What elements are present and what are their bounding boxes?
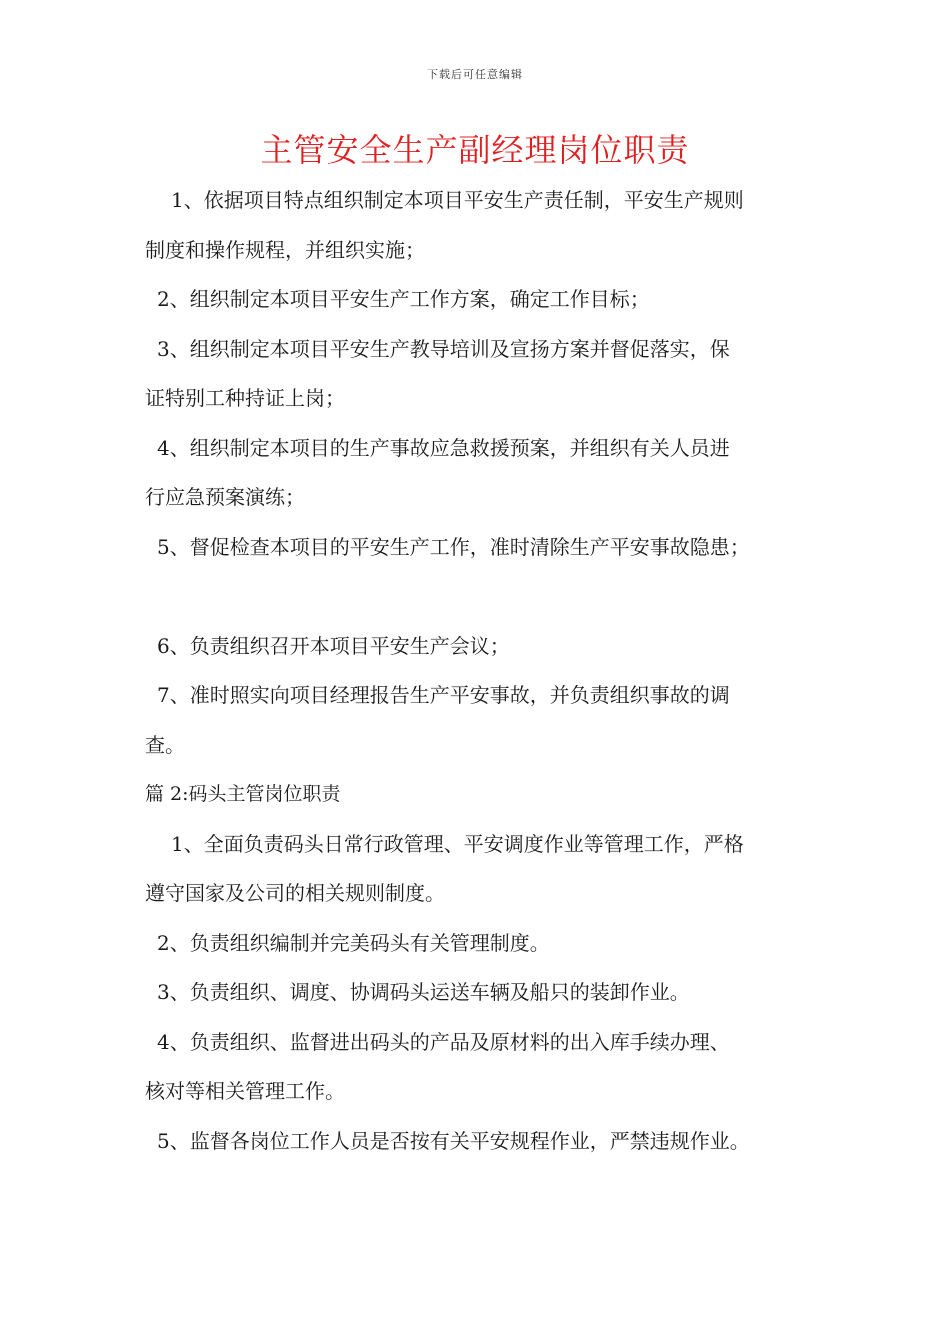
paragraph-line: 核对等相关管理工作。 [145,1079,345,1103]
paragraph-line: 2、负责组织编制并完美码头有关管理制度。 [157,930,550,955]
paragraph-line: 3、负责组织、调度、协调码头运送车辆及船只的装卸作业。 [157,980,690,1004]
paragraph-line: 7、准时照实向项目经理报告生产平安事故，并负责组织事故的调 [157,683,730,707]
header-note: 下载后可任意编辑 [427,68,523,81]
paragraph-line: 制度和操作规程，并组织实施； [145,237,425,262]
paragraph-line: 4、组织制定本项目的生产事故应急救援预案，并组织有关人员进 [157,435,730,460]
section-heading: 篇 2:码头主管岗位职责 [145,783,341,805]
paragraph-line: 3、组织制定本项目平安生产教导培训及宣扬方案并督促落实，保 [157,336,730,361]
page-title: 主管安全生产副经理岗位职责 [260,131,690,169]
paragraph-line: 5、监督各岗位工作人员是否按有关平安规程作业，严禁违规作业。 [157,1128,750,1153]
paragraph-line: 1、全面负责码头日常行政管理、平安调度作业等管理工作，严格 [171,831,744,856]
document-body [145,176,825,1166]
paragraph-line: 2、组织制定本项目平安生产工作方案，确定工作目标； [157,287,650,311]
blank-line [145,572,825,622]
paragraph-line: 证特别工种持证上岗； [145,386,345,410]
paragraph-line: 行应急预案演练； [145,485,305,509]
paragraph-line: 遵守国家及公司的相关规则制度。 [145,881,445,905]
paragraph-line: 5、督促检查本项目的平安生产工作，准时清除生产平安事故隐患； [157,534,750,559]
paragraph-line: 查。 [145,732,185,757]
paragraph-line: 1、依据项目特点组织制定本项目平安生产责任制，平安生产规则 [171,188,744,212]
paragraph-line: 6、负责组织召开本项目平安生产会议； [157,633,510,658]
paragraph-line: 4、负责组织、监督进出码头的产品及原材料的出入库手续办理、 [157,1029,730,1054]
